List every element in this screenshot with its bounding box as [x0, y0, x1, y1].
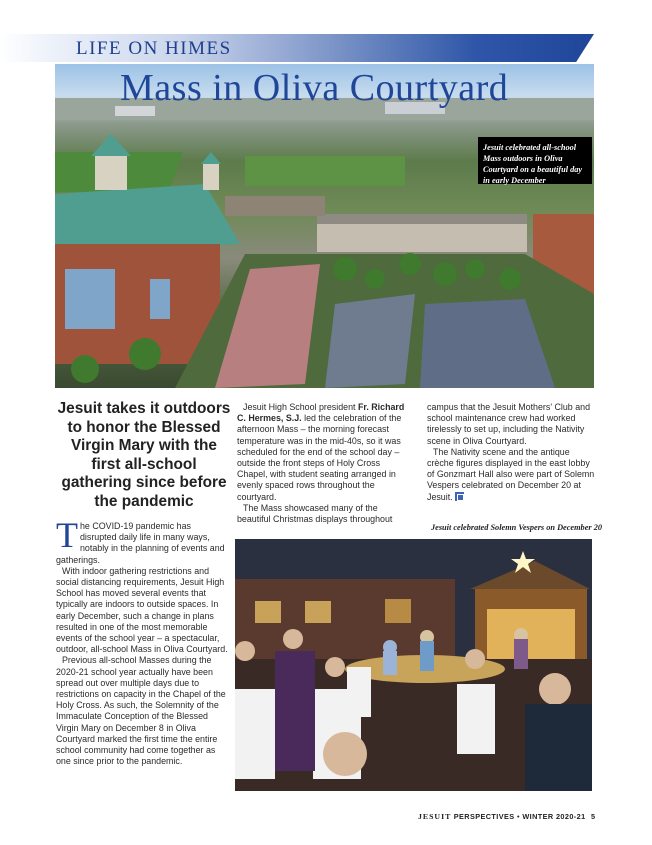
paragraph: With indoor gathering restrictions and social distancing requirements, Jesuit High School has moved several events that typically are indoors to outside spaces. In early December, such a change in plans resulted in one of the most memorable events of the school year – a spectacular, outdoor, all-school Mass in Oliva Courtyard. — [56, 565, 228, 655]
vespers-photo — [235, 539, 592, 791]
vespers-photo-caption: Jesuit celebrated Solemn Vespers on December 20 — [431, 523, 602, 532]
paragraph: campus that the Jesuit Mothers' Club and school maintenance crew had worked tirelessly to set up, including the Nativity scene in Oliva Courtyard. — [427, 402, 591, 446]
body-column-1 — [56, 515, 228, 767]
footer-separator: • — [516, 812, 520, 821]
paragraph: The Mass showcased many of the beautiful Christmas displays throughout — [237, 502, 393, 525]
footer-brand: JESUIT — [418, 812, 452, 821]
paragraph: Jesuit High School president Fr. Richard C. Hermes, S.J. led the celebration of the afternoon Mass – the morning forecast temperature was in the mid-40s, so it was scheduled for the end of the school day – outside the front steps of Holy Cross Chapel, with student seating arranged in evenly spaced rows throughout the courtyard. — [237, 402, 405, 502]
page-footer — [418, 812, 595, 821]
article-deck: Jesuit takes it outdoors to honor the Blessed Virgin Mary with the first all-school gathering since before the pandemic — [57, 400, 231, 510]
nativity-scene-illustration — [235, 539, 592, 791]
page-number: 5 — [590, 812, 596, 821]
paragraph: Previous all-school Masses during the 2020-21 school year actually have been spread out over multiple days due to restrictions on capacity in the Chapel of the Holy Cross. As such, the Solemnity of the Immaculate Conception of the Blessed Virgin Mary on December 8 in Oliva Courtyard marked the first time the entire school community had come together as one since prior to the pandemic. — [56, 655, 226, 767]
body-column-2 — [237, 402, 412, 525]
paragraph: The Nativity scene and the antique crèche figures displayed in the east lobby of Gonzmart Hall also were part of Solemn Vespers celebrated on December 20 at Jesuit. — [427, 446, 595, 502]
president-name: Fr. Richard C. Hermes, S.J. — [237, 402, 405, 424]
paragraph: The COVID-19 pandemic has disrupted daily life in many ways, notably in the planning of events and gatherings. — [56, 515, 225, 565]
end-mark-icon — [455, 492, 464, 501]
body-column-3 — [427, 402, 595, 503]
footer-publication: PERSPECTIVES — [453, 812, 515, 821]
hero-photo-caption: Jesuit celebrated all-school Mass outdoors in Oliva Courtyard on a beautiful day in early December — [478, 137, 592, 184]
drop-cap: T — [56, 515, 78, 555]
article-title: Mass in Oliva Courtyard — [120, 67, 509, 109]
footer-issue: WINTER 2020-21 — [522, 812, 586, 821]
section-label: LIFE ON HIMES — [76, 38, 232, 59]
hero-photo — [55, 64, 594, 388]
courtyard-aerial-illustration — [55, 64, 594, 388]
